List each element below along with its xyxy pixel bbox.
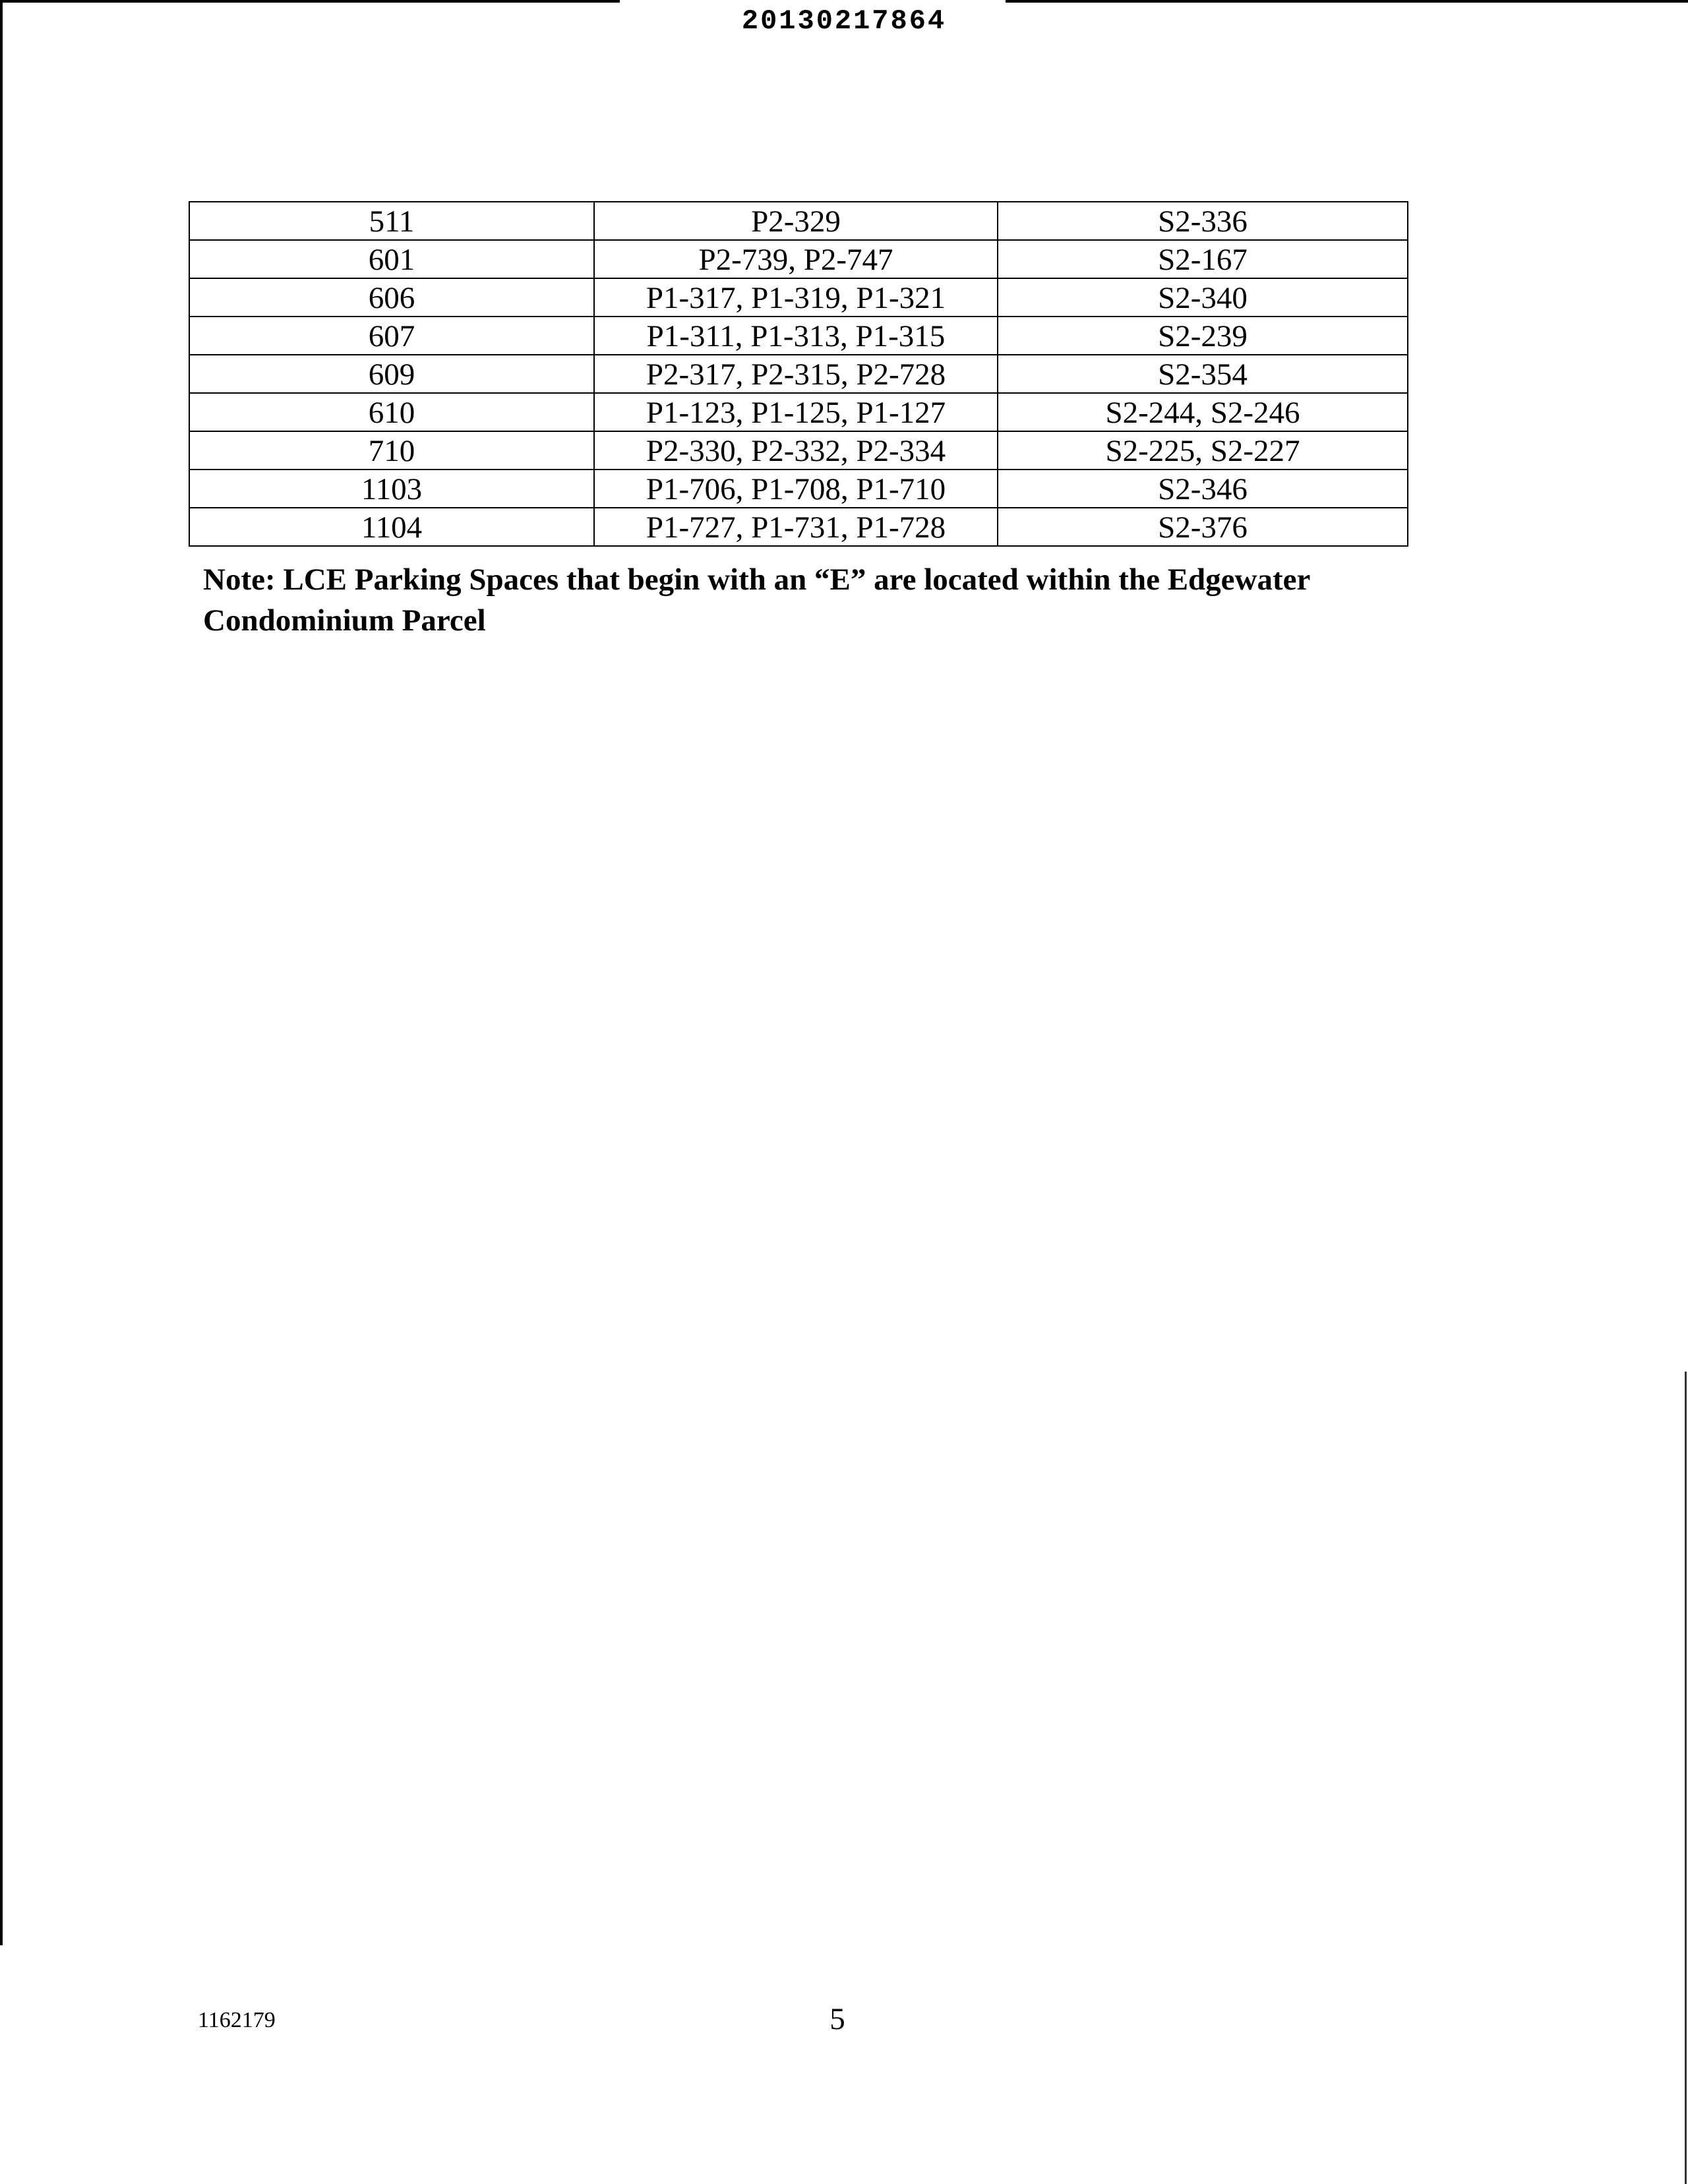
- storage-cell: S2-336: [998, 202, 1408, 240]
- parking-cell: P1-123, P1-125, P1-127: [594, 393, 998, 431]
- parking-cell: P2-739, P2-747: [594, 240, 998, 278]
- page-number: 5: [829, 2002, 845, 2036]
- unit-cell: 610: [189, 393, 594, 431]
- storage-cell: S2-244, S2-246: [998, 393, 1408, 431]
- unit-cell: 1103: [189, 470, 594, 508]
- table-row: [189, 508, 1408, 546]
- parking-cell: P1-706, P1-708, P1-710: [594, 470, 998, 508]
- storage-cell: S2-340: [998, 278, 1408, 317]
- parking-cell: P1-317, P1-319, P1-321: [594, 278, 998, 317]
- storage-cell: S2-354: [998, 355, 1408, 393]
- scan-left-edge: [0, 0, 3, 1945]
- parking-allocation-table: [189, 201, 1408, 547]
- unit-cell: 710: [189, 431, 594, 470]
- table-row: [189, 431, 1408, 470]
- parking-cell: P2-317, P2-315, P2-728: [594, 355, 998, 393]
- top-rule-left: [0, 0, 620, 3]
- scan-right-edge: [1685, 1372, 1687, 2184]
- top-rule-right: [1006, 0, 1688, 3]
- unit-cell: 1104: [189, 508, 594, 546]
- storage-cell: S2-346: [998, 470, 1408, 508]
- parking-cell: P2-329: [594, 202, 998, 240]
- document-number: 20130217864: [741, 5, 947, 37]
- table-row: [189, 202, 1408, 240]
- unit-cell: 601: [189, 240, 594, 278]
- table-note: Note: LCE Parking Spaces that begin with an “E” are located within the Edgewater Condominium Parcel: [203, 562, 1310, 638]
- table-row: [189, 393, 1408, 431]
- storage-cell: S2-167: [998, 240, 1408, 278]
- table-row: [189, 278, 1408, 317]
- table-row: [189, 317, 1408, 355]
- storage-cell: S2-239: [998, 317, 1408, 355]
- parking-cell: P1-311, P1-313, P1-315: [594, 317, 998, 355]
- footer-document-code: 1162179: [198, 2008, 276, 2032]
- table-row: [189, 470, 1408, 508]
- unit-cell: 609: [189, 355, 594, 393]
- table-row: [189, 240, 1408, 278]
- unit-cell: 511: [189, 202, 594, 240]
- table-row: [189, 355, 1408, 393]
- parking-cell: P1-727, P1-731, P1-728: [594, 508, 998, 546]
- unit-cell: 606: [189, 278, 594, 317]
- unit-cell: 607: [189, 317, 594, 355]
- storage-cell: S2-225, S2-227: [998, 431, 1408, 470]
- parking-cell: P2-330, P2-332, P2-334: [594, 431, 998, 470]
- storage-cell: S2-376: [998, 508, 1408, 546]
